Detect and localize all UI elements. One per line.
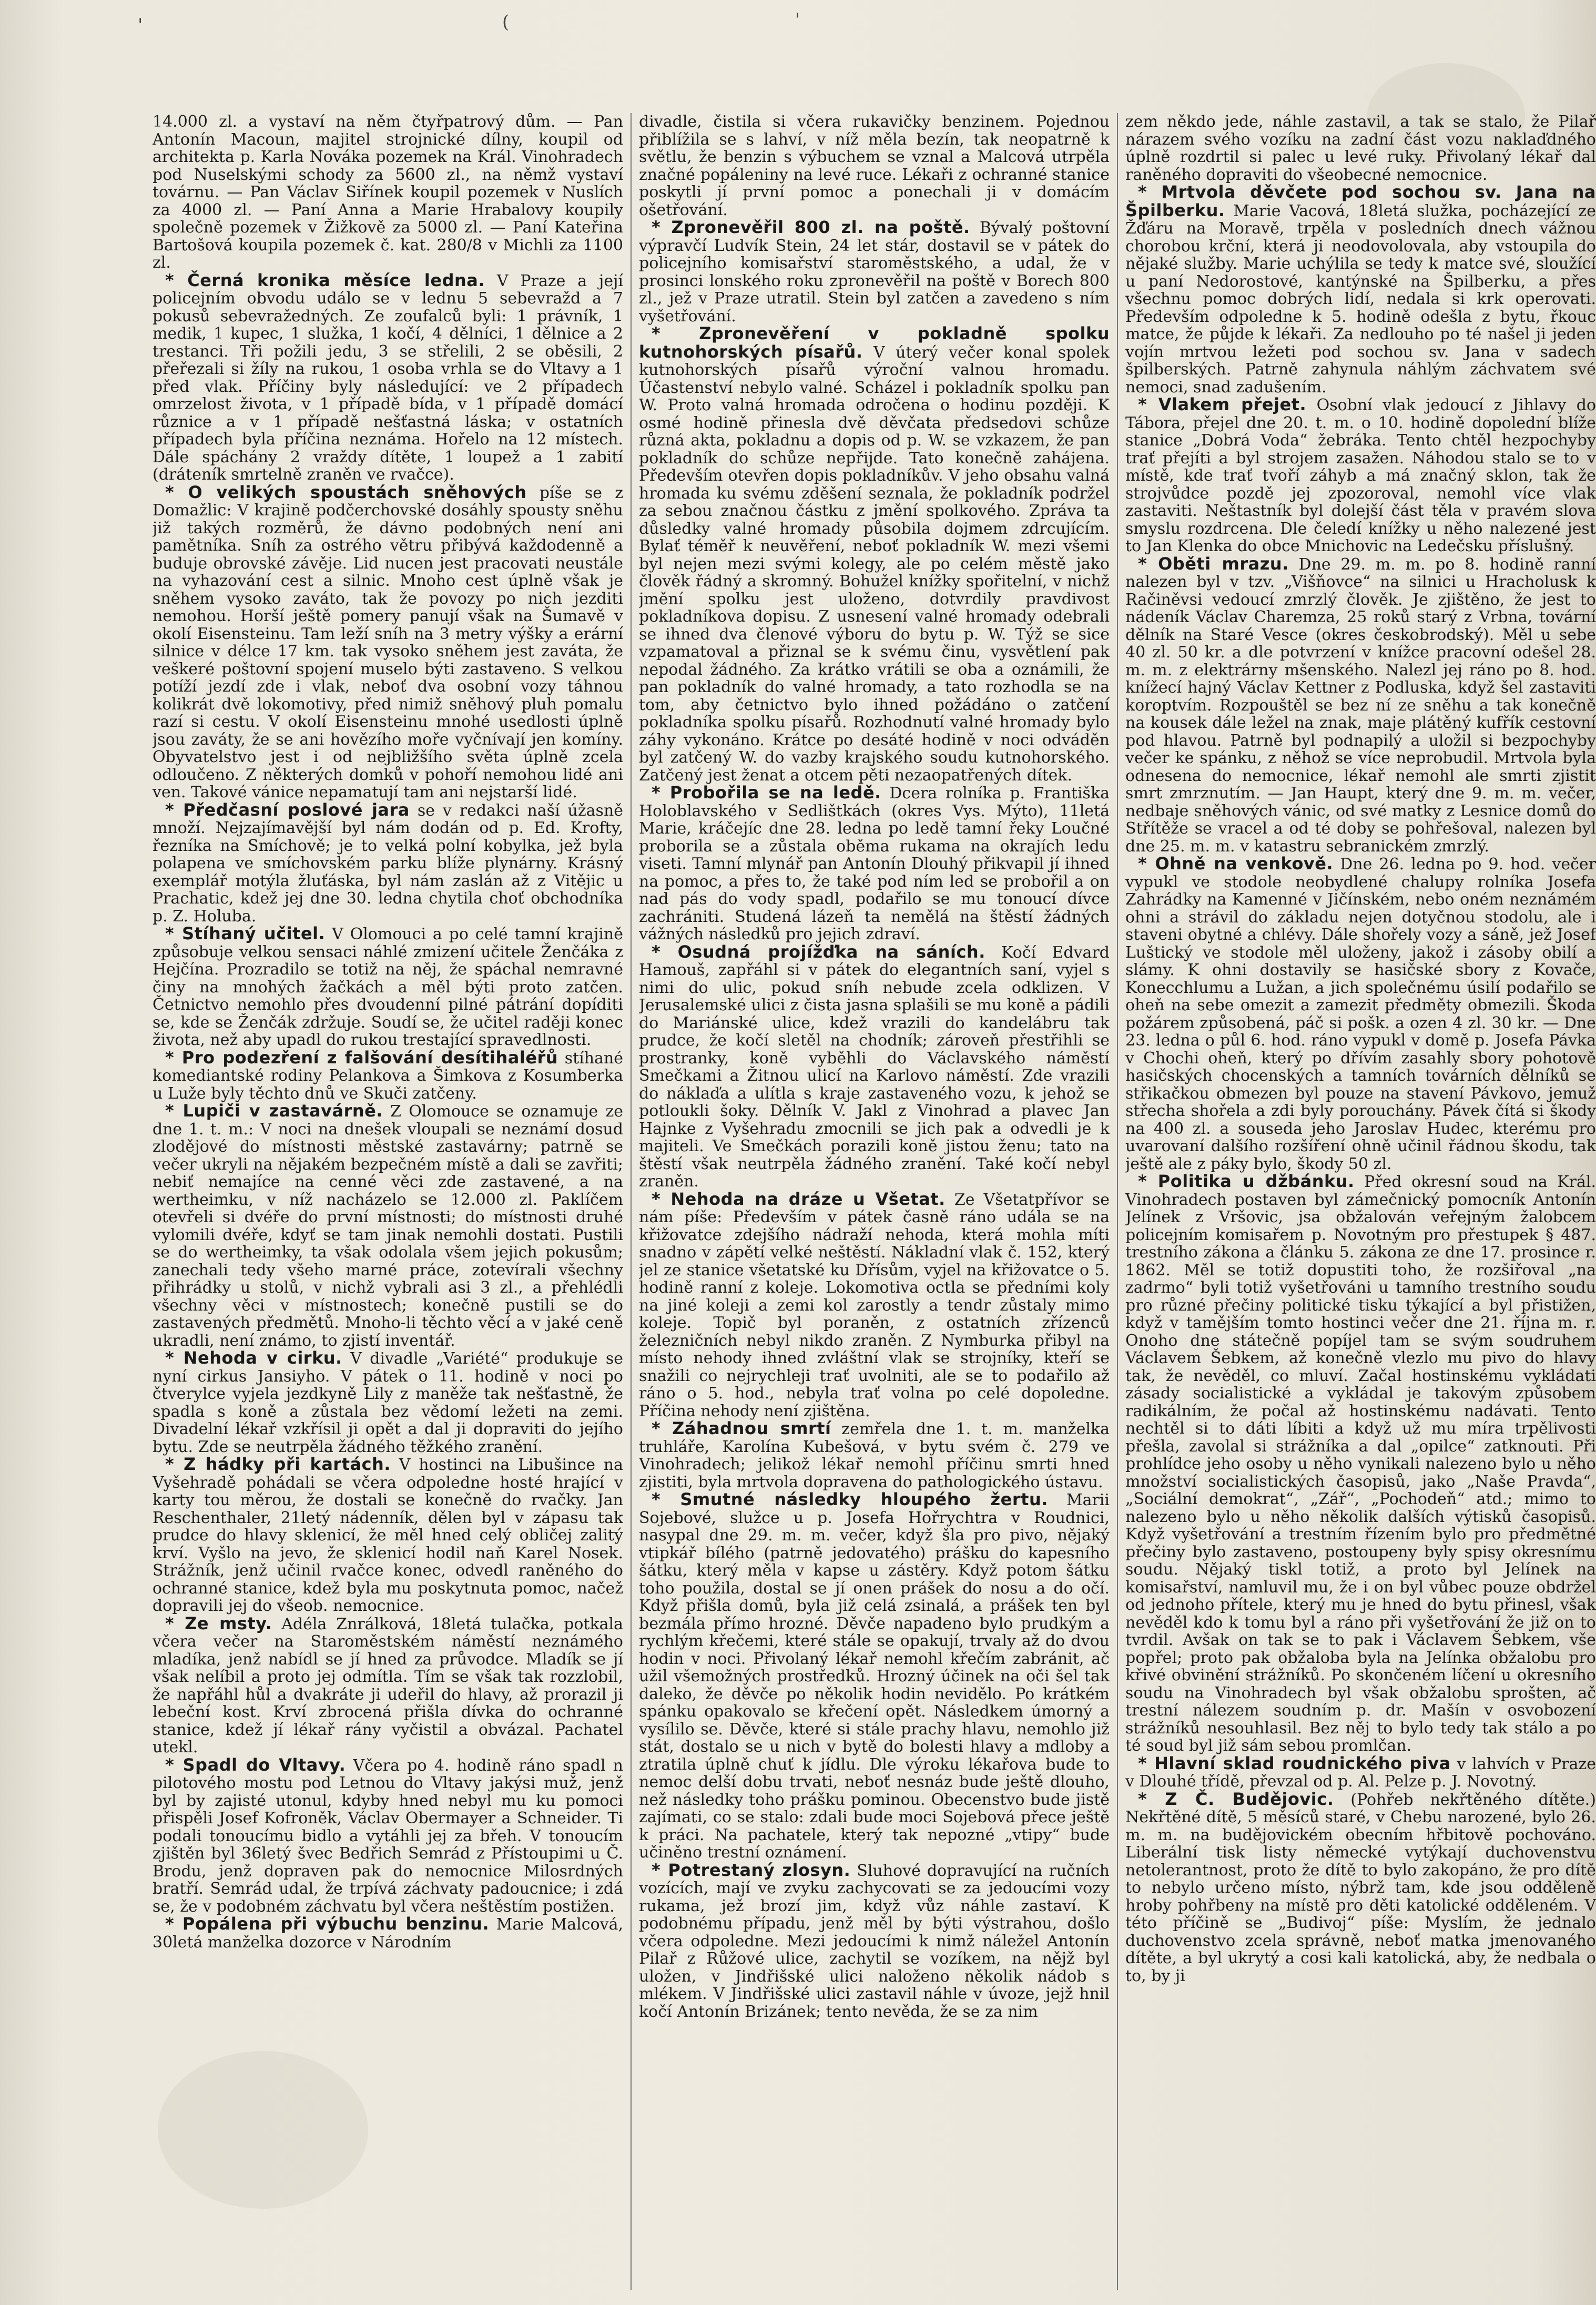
article-headline: * Zpronevěření v pokladně spolku kutnohorských písařů. bbox=[639, 323, 1110, 362]
article-headline: * Mrtvola děvčete pod sochou sv. Jana na Špilberku. bbox=[1125, 182, 1596, 220]
article-body: zem někdo jede, náhle zastavil, a tak se stalo, že Pilař nárazem svého vozíku na zadní část vozu naklaďdného úplně rozdrtil si palec u levé ruky. Přivolaný lékař dal raněného dopraviti do všeobecné nemocnice. bbox=[1125, 113, 1596, 184]
news-article bbox=[1125, 1755, 1596, 1791]
article-body: v lahvích v Praze v Dlouhé třídě, převzal od p. Al. Pelze p. J. Novotný. bbox=[1125, 1754, 1596, 1791]
news-article bbox=[639, 1862, 1110, 2021]
article-headline: * Z Č. Budějovic. bbox=[1138, 1789, 1334, 1809]
article-body: Dne 26. ledna po 9. hod. večer vypukl ve stodole neobydlené chalupy rolníka Josefa Zahrádky na Kamenné v Jičínském, nebo oném neznámém ohni a strávil do základu nejen dotyčnou stodolu, ale i staveni obytné a chlévy. Dále shořely vozy a sáně, jež Josef Luštický ve stodole měl uloženy, jakož i zásoby obilí a slámy. K ohni dostavily se hasičské sbory z Kovače, Konecchlumu a Lužan, a jich společnému úsilí podařilo se oheň na sebe omezit a zamezit předměty obmezili. Škoda požárem způsobená, páč si pošk. a ozen 4 zl. 30 kr. — Dne 23. ledna o půl 6. hod. ráno vypukl v domě p. Josefa Pávka v Chochi oheň, který po dřívím zasahly sbory pohotově hasičských chocenských a tamních továrních dělníků se střikačkou obmezen byl pouze na stavení Pávkovo, jemuž střecha shořela a zdi byly porouchány. Pávek čítá si škody na 400 zl. a souseda jeho Jaroslav Hudec, kterému pro uvarovaní dalšího rozšíření ohně učinil řádnou škodu, tak ještě ale z páky bylo, škody 50 zl. bbox=[1125, 855, 1596, 1173]
news-article bbox=[153, 925, 623, 1049]
news-article bbox=[1125, 1791, 1596, 1985]
article-headline: * Předčasní poslové jara bbox=[165, 800, 410, 820]
article-body: Bývalý poštovní výpravčí Ludvík Stein, 24 let stár, dostavil se v pátek do policejního komisařství staroměstského, a udal, že v prosinci lonského roku zpronevěřil na poště v Borech 800 zl., jež v Praze utratil. Stein byl zatčen a zavedeno s ním vyšetřování. bbox=[639, 219, 1110, 326]
article-body: Marie Vacová, 18letá služka, pocházející ze Žďáru na Moravě, trpěla v posledních dnech vážnou chorobou krční, která ji neodovolovala, aby vstoupila do nějaké služby. Marie uchýlila se tedy k matce své, sloužící u paní Nedorostové, kantýnské na Špilberku, a přes všechnu pomoc dobrých lidí, nedala si krk operovati. Především odpoledne k 5. hodině odešla z bytu, řkouc matce, že půjde k lékaři. Za nedlouho po té našel ji jeden vojín mrtvou ležeti pod sochou sv. Jana v sadech špilberských. Patrně zahynula náhlým záchvatem své nemoci, snad zadušením. bbox=[1125, 201, 1596, 397]
news-article bbox=[153, 1349, 623, 1456]
article-body: Sluhové dopravující na ručních vozících, mají ve zvyku zachycovati se za jedoucími vozy rukama, jež brozí jim, když vůz náhle zastaví. K podobnému případu, jenž měl by býti výstrahou, došlo včera odpoledne. Mezi jedoucími k nimž náležel Antonín Pilař z Růžové ulice, zachytil se vozíkem, na nějž byl uložen, v Jindřišské ulici naloženo několik nádob s mlékem. V Jindřišské ulici zastavil náhle v úvoze, jejž hnil kočí Antonín Brizánek; tento nevěda, že se za nim bbox=[639, 1861, 1110, 2021]
article-body: V úterý večer konal spolek kutnohorských písařů výroční valnou hromadu. Účastenství nebylo valné. Scházel i pokladník spolku pan W. Proto valná hromada odročena o hodinu později. K osmé hodině přinesla dvě děvčata předsedovi schůze různá akta, pokladnu a dopis od p. W. se vzkazem, že pan pokladník do schůze nepřijde. Tato konečně zahájena. Především otevřen dopis pokladníkův. V jeho obsahu valná hromada ku svému zděšení seznala, že pokladník podržel za sebou značnou částku z jmění spolkového. Zpráva ta důsledky valné hromady působila dojmem zdrcujícím. Bylať téměř k neuvěření, neboť pokladník W. mezi všemi byl nejen mezi svými kolegy, ale po celém městě jako člověk řádný a skromný. Bohužel knížky spořitelní, v nichž jmění spolku jest uloženo, dotvrdily pravdivost pokladníkova dopisu. Z usnesení valné hromady odebrali se ihned dva členové výboru do bytu p. W. Týž se sice vzpamatoval a přiznal se k svému činu, vysvětlení pak nepodal žádného. Za krátko vrátili se oba a oznámili, že pan pokladník do valné hromady, a tato rozhodla se na tom, aby četnictvo bylo ihned požádáno o zatčení pokladníka spolku písařů. Rozhodnutí valné hromady bylo záhy vykonáno. Krátce po desáté hodině v noci odváděn byl zatčený W. do vazby krajského soudu kutnohorského. Zatčený jest ženat a otcem pěti nezaopatřených dítek. bbox=[639, 343, 1110, 785]
article-headline: * Oběti mrazu. bbox=[1138, 554, 1289, 574]
article-headline: * Hlavní sklad roudnického piva bbox=[1138, 1753, 1451, 1773]
article-body: Včera po 4. hodině ráno spadl n pilotového mostu pod Letnou do Vltavy jakýsi muž, jenž byl by zajisté utonul, kdyby hned nebyl mu ku pomoci přispěli Josef Kofroněk, Václav Obermayer a Schneider. Ti podali tonoucímu bidlo a vytáhli jej za břeh. V tonoucím zjištěn byl 36letý švec Bedřich Semrád z Přístoupimi u Č. Brodu, jenž dopraven pak do nemocnice Milosrdných bratří. Semrád udal, že trpívá záchvaty padoucnice; i zdá se, že v podobném záchvatu byl včera neštěstím postižen. bbox=[153, 1756, 623, 1916]
article-body: Marii Sojebové, služce u p. Josefa Hořrychtra v Roudnici, nasypal dne 29. m. m. večer, když šla pro pivo, nějaký vtipkář bílého (patrně jedovatého) prášku do kapesního šátku, který měla v kapse u zástěry. Když potom šátku toho použila, dostal se jí onen prášek do nosu a do očí. Když přišla domů, byla již celá zsinalá, a prášek ten byl bezmála přímo hrozné. Děvče napadeno bylo prudkým a rychlým křečemi, které stále se opakují, trvaly až do dvou hodin v noci. Přivolaný lékař nemohl křečím zabránit, ač užil všemožných prostředků. Hrozný účinek na oči šel tak daleko, že děvče po několik hodin nevidělo. Po krátkém spánku opakovalo se křečení opět. Následkem úmorný a vysílilo se. Děvče, které si stále prachy hlavu, nemohlo již stát, dostalo se u nich v bytě do bolesti hlavy a mdloby a ztratila úplně chuť k jídlu. Dle výroku lékařova bude to nemoc delší dobu trvati, neboť nesnáz bude ještě dlouho, než následky toho prášku pominou. Obecenstvo bude jistě zajímati, co se stalo: zdali bude moci Sojebová přece ještě k práci. Na pachatele, který tak nepozné „vtipy“ bude učiněno trestní oznámení. bbox=[639, 1491, 1110, 1862]
article-body: V Praze a její policejním obvodu událo se v lednu 5 sebevražd a 7 pokusů sebevražedných. Ze zoufalců byli: 1 právník, 1 medik, 1 kupec, 1 služka, 1 kočí, 4 dělníci, 1 dělnice a 2 trestanci. Tři požili jedu, 3 se střelili, 2 se oběsili, 2 přeřezali si žíly na rukou, 1 osoba vrhla se do Vltavy a 1 před vlak. Příčiny byly následující: ve 2 případech omrzelost života, v 1 případě bída, v 1 případě domácí různice a v 1 případě nešťastná láska; v ostatních případech byla příčina neznáma. Hořelo na 12 místech. Dále spáchány 2 vraždy dítěte, 1 loupež a 1 zabití (dráteník smrtelně zraněn ve rvačce). bbox=[153, 271, 623, 484]
news-article bbox=[639, 1491, 1110, 1862]
news-article bbox=[153, 484, 623, 801]
article-body: píše se z Domažlic: V krajině podčerchovské dosáhly spousty sněhu již takých rozměrů, že dávno podobných není ani pamětníka. Sníh za ostrého větru přibývá každodenně a buduje obrovské závěje. Lid nucen jest pracovati neustále na vyhazování cest a silnic. Mnoho cest úplně však je sněhem vysoko zaváto, tak že povozy po nich jezditi nemohou. Horší ještě pomery panují však na Šumavě v okolí Eisensteinu. Tam leží sníh na 3 metry výšky a erární silnice v délce 17 km. tak vysoko sněhem jest zaváta, že veškeré poštovní spojení muselo býti zastaveno. S velkou potíží jezdí zde i vlak, neboť dva osobní vozy táhnou kolikrát dvě lokomotivy, před nimiž sněhový pluh pomalu razí si cestu. V okolí Eisensteinu mnohé usedlosti úplně jsou zaváty, že se ani hovězího moře vyčnívají jen komíny. Obyvatelstvo jest i od nejbližšího světa úplně zcela odloučeno. Z některých domků v pohoří nemohou lidé ani ven. Takové vánice nepamatují tam ani nejstarší lidé. bbox=[153, 483, 623, 801]
article-headline: * Záhadnou smrtí bbox=[652, 1418, 831, 1438]
article-headline: * Ohně na venkově. bbox=[1138, 854, 1333, 874]
article-headline: * Nehoda v cirku. bbox=[165, 1348, 342, 1368]
margin-mark: ' bbox=[138, 15, 143, 36]
article-headline: * Potrestaný zlosyn. bbox=[652, 1860, 850, 1880]
article-headline: * Osudná projížďka na sáních. bbox=[652, 942, 985, 962]
article-body: Adéla Znrálková, 18letá tulačka, potkala včera večer na Staroměstském náměstí neznámého mladíka, jenž nabídl se jí hned za průvodce. Mladík se jí však nelíbil a proto jej odmítla. Tím se však tak rozzlobil, že napřáhl hůl a dvakráte ji udeřil do hlavy, až prorazil ji lebeční kost. Krví zbrocená přišla dívka do ochranné stanice, kdež jí lékař rány vyčistil a obvázal. Pachatel utekl. bbox=[153, 1614, 623, 1756]
article-headline: * Pro podezření z falšování desítihaléřů bbox=[165, 1048, 558, 1068]
article-headline: * Probořila se na ledě. bbox=[652, 783, 881, 803]
margin-mark: ' bbox=[795, 9, 800, 31]
article-body: se v redakci naší úžasně množí. Nejzajímavější byl nám dodán od p. Ed. Krofty, řezníka na Smíchově; je to velká polní kobylka, jež byla polapena ve smíchovském parku blíže plynárny. Krásný exemplář motýla žluťáska, byl nám zaslán až z Vitějic u Prachatic, kdež jej dne 30. ledna chytila choť obchodníka p. Z. Holuba. bbox=[153, 801, 623, 926]
news-article bbox=[1125, 1173, 1596, 1755]
article-headline: * Lupiči v zastavárně. bbox=[165, 1101, 383, 1121]
news-article bbox=[153, 1049, 623, 1103]
article-body: V divadle „Variété“ produkuje se nyní cirkus Jansiyho. V pátek o 11. hodině v noci po čtverylce vyjela jezdkyně Lily z maněže tak nešťastně, že spadla s koně a zůstala bez vědomí ležeti na zemi. Divadelní lékař vzkřísil ji opět a dal ji dopraviti do jejího bytu. Zde se neutrpěla žádného těžkého zranění. bbox=[153, 1349, 623, 1456]
news-article bbox=[639, 943, 1110, 1191]
column-left bbox=[153, 113, 623, 2290]
margin-mark: ( bbox=[502, 12, 510, 33]
news-article bbox=[639, 1420, 1110, 1491]
article-headline: * Zpronevěřil 800 zl. na poště. bbox=[652, 217, 970, 237]
news-article bbox=[153, 801, 623, 926]
article-body: V hostinci na Libušince na Vyšehradě pohádali se včera odpoledne hosté hrající v karty tou měrou, že dostali se konečně do rvačky. Jan Reschenthaler, 21letý nádenník, dělen byl v zápasu tak prudce do hlavy sklenicí, že měl hned celý obličej zalitý krví. Vyšlo na jevo, že sklenicí hodil naň Karel Nosek. Strážník, jenž učinil rvačce konec, odvedl raněného do ochranné stanice, kdež byla mu poskytnuta pomoc, načež dopravili jej do všeob. nemocnice. bbox=[153, 1456, 623, 1615]
article-headline: * O velikých spoustách sněhových bbox=[165, 482, 527, 502]
article-body: divadle, čistila si včera rukavičky benzinem. Pojednou přiblížila se s lahví, v níž měla bezín, tak neopatrně k světlu, že benzin s výbuchem se vznal a Malcová utrpěla značné popáleniny na levé ruce. Lékaři z ochranné stanice poskytli jí první pomoc a ponechali ji v domácím ošetřování. bbox=[639, 113, 1110, 219]
article-body: Marie Malcová, 30letá manželka dozorce v Národním bbox=[153, 1915, 623, 1952]
article-headline: * Černá kronika měsíce ledna. bbox=[165, 270, 485, 290]
article-body: 14.000 zl. a vystaví na něm čtyřpatrový dům. — Pan Antonín Macoun, majitel strojnické dílny, koupil od architekta p. Karla Nováka pozemek na Král. Vinohradech pod Nuselskými schody za 5600 zl., na němž vystaví továrnu. — Pan Václav Siřínek koupil pozemek v Nuslích za 4000 zl. — Paní Anna a Marie Hrabalovy koupily společně pozemek v Žižkově za 5000 zl. — Paní Kateřina Bartošová koupila pozemek č. kat. 280/8 v Michli za 1100 zl. bbox=[153, 113, 623, 272]
article-headline: * Ze msty. bbox=[165, 1613, 272, 1633]
columns-container bbox=[153, 113, 1596, 2290]
news-article bbox=[1125, 555, 1596, 856]
article-headline: * Popálena při výbuchu benzinu. bbox=[165, 1914, 489, 1934]
news-article bbox=[1125, 855, 1596, 1173]
news-article-continuation bbox=[153, 113, 623, 272]
news-article bbox=[153, 1615, 623, 1756]
news-article bbox=[153, 1456, 623, 1615]
article-body: Osobní vlak jedoucí z Jihlavy do Tábora, přejel dne 20. t. m. o 10. hodině dopolední blíže stanice „Dobrá Voda“ žebráka. Tento chtěl hezpochyby trať přejíti a byl strojem zasažen. Náhodou stalo se to v místě, kde trať tvoří záhyb a má značný sklon, tak že strojvůdce pozdě jej zpozoroval, nemohl více vlak zastaviti. Neštastník byl dolejší část těla v pravém slova smyslu rozdrcena. Dle čeledí knížky u něho nalezené jest to Jan Klenka do obce Mnichovic na Ledečsku příslušný. bbox=[1125, 396, 1596, 555]
news-article bbox=[153, 272, 623, 484]
article-body: Z Olomouce se oznamuje ze dne 1. t. m.: V noci na dnešek vloupali se neznámí dosud zlodějové do místnosti městské zastavárny; patrně se večer ukryli na nějakém bezpečném místě a dali se zavřiti; nebiť nemajíce na cenné věci zde zastavené, a na wertheimku, v níž nacházelo se 12.000 zl. Paklíčem otevřeli si dvéře do první místnosti; do místnosti druhé vylomili dvéře, kdyť se tam jinak nemohli dostati. Pustili se do wertheimky, ta však odolala všem jejich pokusům; zanechali tedy všeho marné práce, zotevírali všechny přihrádky u stolů, v nichž vybrali asi 3 zl., a přehlédli všechny věci v místnostech; konečně pustili se do zastavených předmětů. Mnoho-li těchto věcí a v jaké ceně ukradli, není známo, to zjistí inventář. bbox=[153, 1102, 623, 1350]
article-body: zemřela dne 1. t. m. manželka truhláře, Karolína Kubešová, v bytu svém č. 279 ve Vinohradech; jelikož lékař nemohl příčinu smrti hned zjistiti, byla mrtvola dopravena do pathologického ústavu. bbox=[639, 1420, 1110, 1491]
article-body: Před okresní soud na Král. Vinohradech postaven byl zámečnický pomocník Antonín Jelínek z Vršovic, jsa obžalován veřejným žalobcem policejním komisařem p. Novotným pro přestupek § 487. trestního zákona a článku 5. zákona ze dne 17. prosince r. 1862. Měl se totiž dopustiti toho, že rozšiřoval „na zadrmo“ byli totiž vyšetřováni u tamního trestního soudu pro různé přečiny politické tisku týkající a byl přistižen, když v tamějším tomto hostinci večer dne 21. října m. r. Onoho dne státečně popíjel tam se svým soudruhem Václavem Šebkem, až konečně vlezlo mu pivo do hlavy tak, že nevěděl, co mluví. Začal hostinskému vykládati zásady socialistické a vykládal je takovým způsobem radikálním, že počal až hostinskému nadávati. Tento nechtěl si to dáti líbiti a když už mu míra trpělivosti přešla, zavolal si strážníka a dal „opilce“ zatknouti. Při prohlídce jeho osoby u něho vynikali nalezeno bylo u něho množství socialistických časopisů, jako „Naše Pravda“, „Sociální demokrat“, „Zář“, „Pochodeň“ atd.; mimo to nalezeno bylo u něho několik dalších výtisků časopisů. Když vyšetřování a trestním řízením bylo pro předmětné přečiny bylo zastaveno, postoupeny byly spisy okresnímu soudu. Nějaký tiskl totiž, a proto byl Jelínek na komisařství, namluvil mu, že i on byl vůbec pouze obdržel od jednoho přítele, který mu je hned do bytu přinesl, však nevěděl kdo k tomu byl a ráno při vyšetřování že již on to tvrdil. Avšak on tak se to pak i Václavem Šebkem, vše popřel; proto pak obžaloba byla na Jelínka obžalobu pro křivé obvinění strážníků. Po skončeném líčení u okresního soudu na Vinohradech byl však obžalobu sprošten, ač trestní nálezem soudním p. dr. Mašín v osvobození strážníků nesouhlasil. Bez něj to bylo tedy tak stálo a po té soud byl již sám sebou promlčan. bbox=[1125, 1173, 1596, 1755]
news-article bbox=[639, 784, 1110, 943]
article-headline: * Nehoda na dráze u Všetat. bbox=[652, 1189, 946, 1209]
article-body: stíhané komediantské rodiny Pelankova a Šimkova z Kosumberka u Luže byly těchto dnů ve Skuči zatčeny. bbox=[153, 1049, 623, 1103]
article-headline: * Z hádky při kartách. bbox=[165, 1454, 391, 1474]
news-article bbox=[1125, 396, 1596, 555]
news-article-continuation bbox=[639, 113, 1110, 219]
column-middle bbox=[639, 113, 1110, 2290]
article-body: Dcera rolníka p. Františka Holoblavského v Sedlištkách (okres Vys. Mýto), 11letá Marie, kráčejíc dne 28. ledna po ledě tamní řeky Loučné proborila se a zůstala oběma rukama na okrajích ledu viseti. Tamní mlynář pan Antonín Dlouhý přikvapil jí ihned na pomoc, a přes to, že také pod ním led se probořil a on nad pás do vody spadl, podařilo se mu tonoucí dívce zachrániti. Studená lázeň ta nemělá na štěstí žádných vážných následků pro jejich zdraví. bbox=[639, 784, 1110, 943]
article-headline: * Vlakem přejet. bbox=[1138, 394, 1306, 414]
article-body: (Pohřeb nekřtěného dítěte.) Nekřtěné dítě, 5 měsíců staré, v Chebu narozené, bylo 26. m. m. na budějovickém obecním hřbitově pochováno. Liberální tisk listy německé vytýkají duchovenstvu netolerantnost, proto že dítě to bylo zakopáno, že pro dítě to nebylo určeno místo, nýbrž tam, kde jsou odděleně hroby pohřbeny na místě pro děti katolické odděleném. V této příčině se „Budivoj“ píše: Myslím, že jednalo duchovenstvo zcela správně, neboť matka jmenovaného dítěte, a byl ukrytý a cosi kali katolická, aby, že nedbala o to, by ji bbox=[1125, 1790, 1596, 1985]
news-article bbox=[639, 325, 1110, 784]
article-headline: * Smutné následky hloupého žertu. bbox=[652, 1489, 1048, 1509]
article-headline: * Politika u džbánku. bbox=[1138, 1171, 1355, 1191]
news-article-continuation bbox=[1125, 113, 1596, 184]
article-headline: * Stíhaný učitel. bbox=[165, 923, 325, 943]
article-body: Ze Všetatpřívor se nám píše: Především v pátek časně ráno udála se na křižovatce zdejšího nádraží nehoda, která mohla míti snadno v zápětí velké neštěstí. Nákladní vlak č. 152, který jel ze stanice všetatské ku Dřísům, vyjel na křižovatce o 5. hodině ranní z koleje. Lokomotiva octla se předními koly na jiné koleji a zemi kol zarostly a tendr zůstaly mimo koleje. Topič byl poraněn, z ostatních zřízenců železničních nebyl nikdo zraněn. Z Nymburka přibyl na místo nehody ihned zvláštní vlak se strojníky, kteří se snažili co nejrychleji trať uvolniti, ale se to podařilo až ráno o 5. hod., nebyla trať volna po celé dopoledne. Příčina nehody není zjištěna. bbox=[639, 1190, 1110, 1420]
article-body: Kočí Edvard Hamouš, zapřáhl si v pátek do elegantních saní, vyjel s nimi do ulic, pokud sníh nebude zcela odklizen. V Jerusalemské ulici z čista jasna splašili se mu koně a pádili do Mariánské ulice, kdež vrazili do kandelábru tak prudce, že kočí sletěl na chodník; zároveň přestřihli se prostranky, koně vyběhli do Václavského náměstí Smečkami a Žitnou ulicí na Karlovo náměstí. Zde vrazili do náklaďa a ulítla s kraje zastaveného vozu, k jehož se potloukli šoky. Dělník V. Jakl z Vinohrad a plavec Jan Hajnke z Vyšehradu zmocnili se jich pak a odvedli je k majiteli. Ve Smečkách porazili koně jistou ženu; tato na štěstí však neutrpěla žádného zranění. Také kočí nebyl zraněn. bbox=[639, 943, 1110, 1191]
news-article bbox=[153, 1102, 623, 1349]
news-article bbox=[639, 219, 1110, 325]
news-article bbox=[1125, 184, 1596, 396]
news-article bbox=[153, 1915, 623, 1951]
article-body: Dne 29. m. m. po 8. hodině ranní nalezen byl v tzv. „Višňovce“ na silnici u Hracholusk k Račiněvsi vedoucí zmrzlý člověk. Je zjištěno, že jest to nádeník Václav Charemza, 25 roků starý z Vrbna, tovární dělník na Staré Vesce (okres českobrodský). Měl u sebe 40 zl. 50 kr. a dle potvrzení v knížce pracovní odešel 28. m. m. z elektrárny mšenského. Nalezl jej ráno po 8. hod. knížecí hajný Václav Kettner z Podluska, když šel zastaviti koroptvím. Rozpouštěl se bez ní ze sněhu a tak konečně na kousek dále ležel na znak, maje plátěný kufřík cestovní pod hlavou. Patrně byl podnapilý a uložil si bezpochyby večer ke spánku, z něhož se více neprobudil. Mrtvola byla odnesena do nemocnice, lékař nemohl ale smrti zjistit smrt zmrznutím. — Jan Haupt, který dne 9. m. m. večer, nedbaje sněhových vánic, od své matky z Lesnice domů do Střítěže se vracel a od té doby se pohřešoval, nalezen byl dne 25. m. m. v katastru sebranickém zmrzlý. bbox=[1125, 555, 1596, 856]
news-article bbox=[153, 1756, 623, 1916]
news-article bbox=[639, 1191, 1110, 1420]
article-headline: * Spadl do Vltavy. bbox=[165, 1755, 345, 1775]
article-body: V Olomouci a po celé tamní krajině způsobuje velkou sensaci náhlé zmizení učitele Ženčáka z Hejčína. Prozradilo se totiž na něj, že spáchal nemravné činy na mnohých žačkách a měl býti proto zatčen. Četnictvo nemohlo přes dvoudenní pilné pátrání dopíditi se, kde se Ženčák zdržuje. Soudí se, že učitel raději konec života, než aby upadl do rukou trestající spravedlnosti. bbox=[153, 925, 623, 1049]
column-right bbox=[1125, 113, 1596, 2290]
